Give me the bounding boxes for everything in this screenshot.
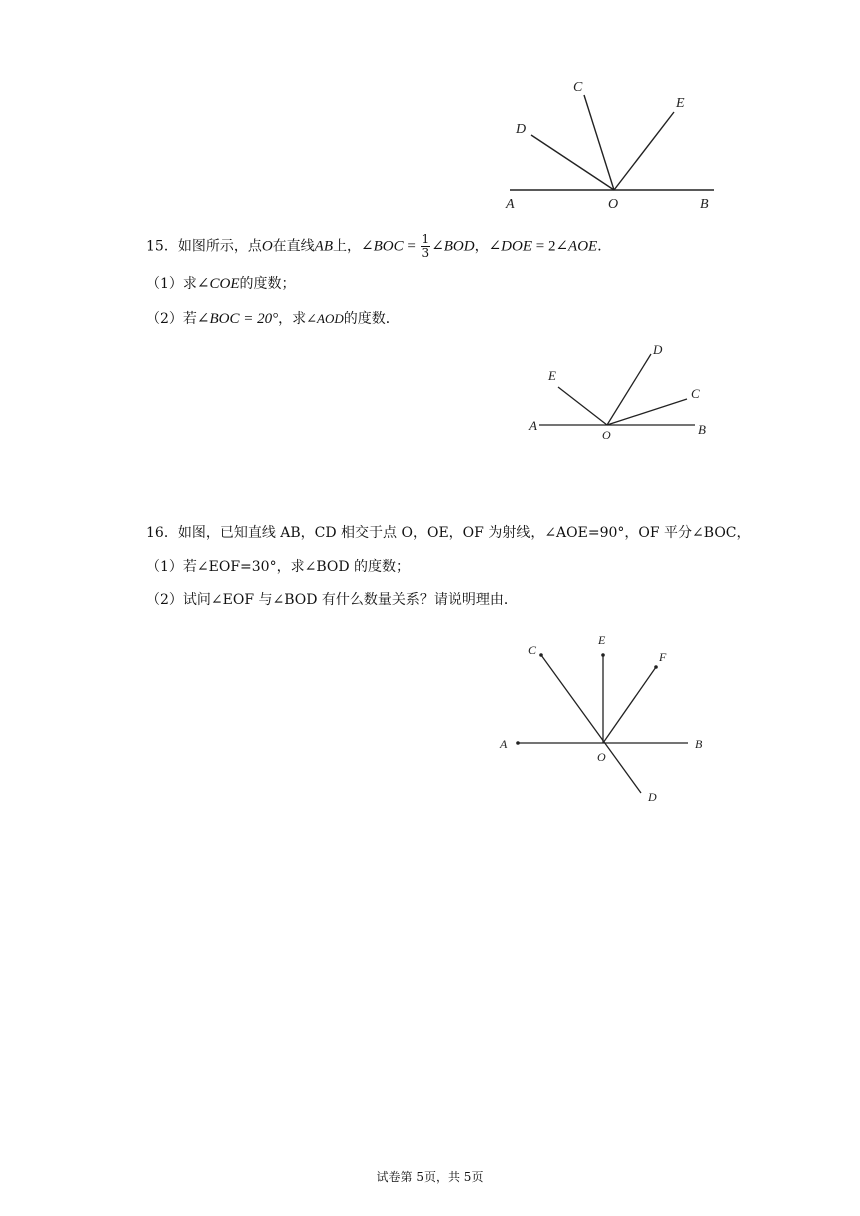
label-B: B — [700, 197, 709, 212]
label-D: D — [648, 790, 657, 804]
label-O: O — [602, 428, 611, 442]
label-O: O — [608, 197, 619, 212]
part-label: （2）若 — [146, 311, 197, 327]
ray-OD — [607, 354, 651, 425]
angle-AOE: ∠AOE — [555, 238, 598, 255]
angle-BOC: ∠BOC — [361, 238, 404, 255]
label-C: C — [573, 80, 583, 95]
label-B: B — [698, 422, 706, 437]
angle-COE: ∠COE — [196, 276, 240, 292]
stem-text: 在直线 — [272, 238, 315, 255]
stem-text: 上， — [333, 238, 361, 255]
label-D: D — [516, 122, 527, 137]
ray-OF — [603, 667, 656, 743]
fraction-one-third — [421, 233, 431, 260]
label-F: F — [659, 650, 667, 664]
stem-text: ． — [597, 238, 612, 255]
point-C-dot — [539, 653, 543, 657]
point-F-dot — [654, 665, 658, 669]
label-A: A — [506, 197, 515, 212]
label-O: O — [597, 750, 606, 764]
label-A: A — [529, 418, 537, 433]
part-label: （1）求 — [146, 276, 197, 292]
question-16-stem: 16．如图，已知直线 AB，CD 相交于点 O，OE，OF 为射线，∠AOE=90°，OF 平分∠BOC， — [146, 525, 751, 541]
figure-3-diagram — [495, 630, 715, 810]
label-D: D — [653, 342, 663, 357]
part-text: 的度数． — [343, 311, 400, 327]
question-15-stem — [146, 233, 611, 260]
question-16-part-1: （1）若∠EOF=30°，求∠BOD 的度数； — [146, 559, 411, 575]
point-O: O — [261, 238, 273, 255]
label-E: E — [598, 633, 606, 647]
figure-1-diagram — [500, 70, 730, 215]
equals-sign: = — [403, 238, 420, 255]
angle-DOE: ∠DOE — [488, 238, 532, 255]
question-number: 15． — [146, 238, 178, 255]
stem-text: ， — [474, 238, 489, 255]
line-AB-label: AB — [314, 238, 333, 255]
label-B: B — [695, 737, 703, 751]
ray-OC — [584, 95, 614, 190]
part-text: 的度数； — [239, 276, 296, 292]
given-angle-BOC: ∠BOC = 20° — [196, 311, 279, 327]
label-E: E — [676, 96, 685, 111]
point-E-dot — [601, 653, 605, 657]
question-15-part-2 — [146, 309, 400, 329]
fraction-numerator: 1 — [421, 232, 430, 246]
page-footer: 试卷第 5页，共 5页 — [376, 1170, 484, 1184]
ray-OD — [531, 135, 614, 190]
ray-OE — [558, 387, 607, 425]
angle-AOD: ∠AOD — [306, 311, 344, 326]
ray-OE — [614, 112, 674, 190]
ray-OC — [607, 399, 687, 425]
question-16-part-2: （2）试问∠EOF 与∠BOD 有什么数量关系？请说明理由． — [146, 592, 518, 608]
point-A-dot — [516, 741, 520, 745]
line-CD — [541, 655, 641, 793]
part-text: ，求 — [278, 311, 307, 327]
label-E: E — [548, 368, 556, 383]
fraction-denominator: 3 — [421, 246, 430, 260]
question-15-part-1 — [146, 274, 296, 294]
label-C: C — [691, 386, 700, 401]
label-C: C — [528, 643, 537, 657]
equals-two: = 2 — [532, 238, 556, 255]
figure-2-diagram — [525, 338, 725, 448]
stem-text: 如图所示，点 — [177, 238, 262, 255]
angle-BOD: ∠BOD — [431, 238, 475, 255]
label-A: A — [500, 737, 508, 751]
